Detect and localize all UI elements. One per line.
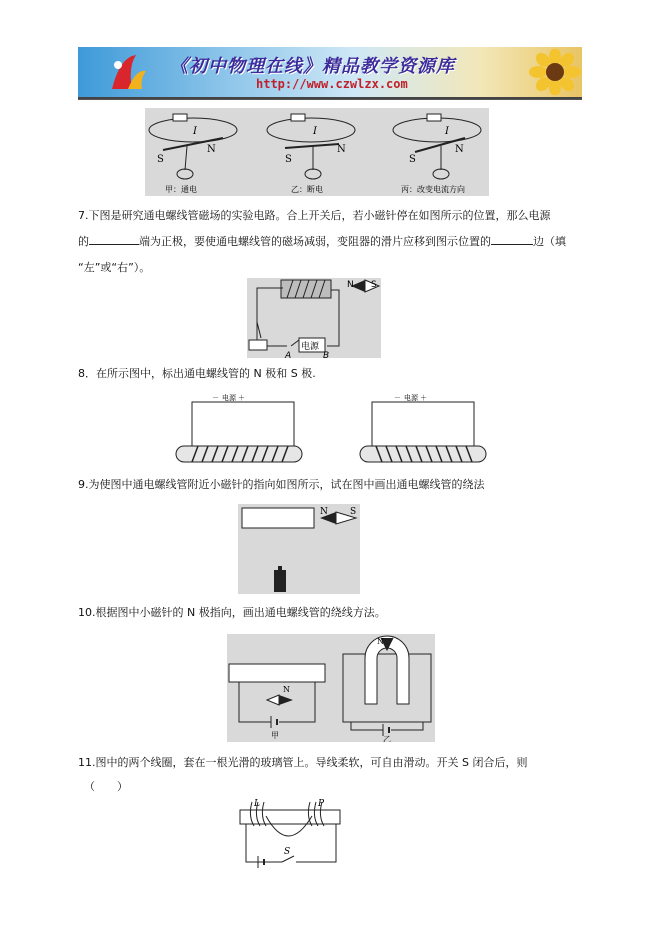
needle-s-label: S bbox=[371, 280, 377, 290]
terminal-a-label: A bbox=[285, 351, 292, 358]
figure-q7-circuit bbox=[247, 278, 381, 358]
current-label-jia: I bbox=[193, 126, 197, 137]
figure-q9 bbox=[238, 504, 360, 594]
n-pole-label-yi: N bbox=[337, 144, 346, 155]
q7-answer-blank-side[interactable] bbox=[491, 232, 533, 245]
solenoid-right bbox=[360, 393, 486, 462]
q10-text: 10.根据图中小磁针的 N 极指向，画出通电螺线管的绕线方法。 bbox=[78, 606, 386, 619]
coil-l-label: L bbox=[254, 799, 260, 809]
current-label-yi: I bbox=[313, 126, 317, 137]
n-pole-label-bing: N bbox=[455, 144, 464, 155]
needle-n-label-yi: N bbox=[377, 637, 384, 646]
q7-line2-a: 的 bbox=[78, 235, 89, 248]
header-banner bbox=[78, 47, 582, 99]
minus-sign-right: － bbox=[394, 394, 401, 402]
minus-sign-left: － bbox=[212, 394, 219, 402]
banner-title: 《初中物理在线》精品教学资源库 bbox=[170, 56, 455, 77]
solenoid-left bbox=[176, 393, 302, 462]
needle-n-label-jia: N bbox=[283, 685, 290, 694]
plus-sign-right: ＋ bbox=[420, 394, 427, 402]
terminal-b-label: B bbox=[323, 351, 330, 358]
sunflower-icon bbox=[528, 49, 582, 95]
q7-answer-blank-terminal[interactable] bbox=[89, 232, 139, 245]
compass-diagram-yi bbox=[267, 114, 355, 194]
caption-yi: 乙：断电 bbox=[291, 185, 323, 194]
header-rule bbox=[78, 99, 582, 100]
q7-line1: 7.下图是研究通电螺线管磁场的实验电路。合上开关后，若小磁针停在如图所示的位置，那么电源 bbox=[78, 209, 551, 222]
diagram-yi bbox=[343, 636, 431, 742]
q11-answer-parentheses[interactable]: （ ） bbox=[84, 780, 128, 793]
plus-sign-left: ＋ bbox=[238, 394, 245, 402]
diagram-jia bbox=[229, 664, 325, 740]
figure-compass-experiments bbox=[145, 108, 489, 196]
s-pole-label-jia: S bbox=[157, 154, 164, 165]
q8-text: 8．在所示图中，标出通电螺线管的 N 极和 S 极. bbox=[78, 367, 316, 380]
q9-text: 9.为使图中通电螺线管附近小磁针的指向如图所示，试在图中画出通电螺线管的绕法 bbox=[78, 478, 485, 491]
s-pole-label-bing: S bbox=[409, 154, 416, 165]
banner-url: http://www.czwlzx.com bbox=[256, 77, 408, 91]
caption-jia: 甲：通电 bbox=[165, 185, 197, 194]
caption-bing: 丙：改变电流方向 bbox=[401, 185, 465, 194]
s-pole-label-yi: S bbox=[285, 154, 292, 165]
coil-p-label: P bbox=[318, 799, 325, 809]
logo-icon bbox=[106, 51, 150, 93]
q7-line2 bbox=[78, 230, 566, 254]
compass-diagram-bing bbox=[393, 114, 481, 194]
needle-n-label: N bbox=[347, 280, 354, 290]
q7-line3: “左”或“右”）。 bbox=[78, 261, 151, 274]
figure-q11 bbox=[238, 796, 344, 868]
figure-q10 bbox=[227, 634, 435, 742]
caption-jia: 甲 bbox=[271, 731, 279, 740]
power-source-label: 电源 bbox=[301, 342, 320, 352]
n-pole-label-jia: N bbox=[207, 144, 216, 155]
q7-line2-c: 边（填 bbox=[533, 235, 566, 248]
current-label-bing: I bbox=[445, 126, 449, 137]
q11-text: 11.图中的两个线圈，套在一根光滑的玻璃管上。导线柔软，可自由滑动。开关 S 闭合后，则 bbox=[78, 756, 528, 769]
needle-s-label: S bbox=[350, 507, 357, 517]
power-label-right: 电源 bbox=[404, 394, 418, 402]
caption-yi: 乙 bbox=[383, 735, 391, 742]
switch-s-label: S bbox=[284, 847, 291, 857]
figure-q8-solenoids bbox=[172, 390, 496, 472]
needle-n-label: N bbox=[320, 507, 328, 517]
q7-line2-b: 端为正极，要使通电螺线管的磁场减弱，变阻器的滑片应移到图示位置的 bbox=[139, 235, 491, 248]
power-label-left: 电源 bbox=[222, 394, 236, 402]
compass-diagram-jia bbox=[149, 114, 237, 194]
